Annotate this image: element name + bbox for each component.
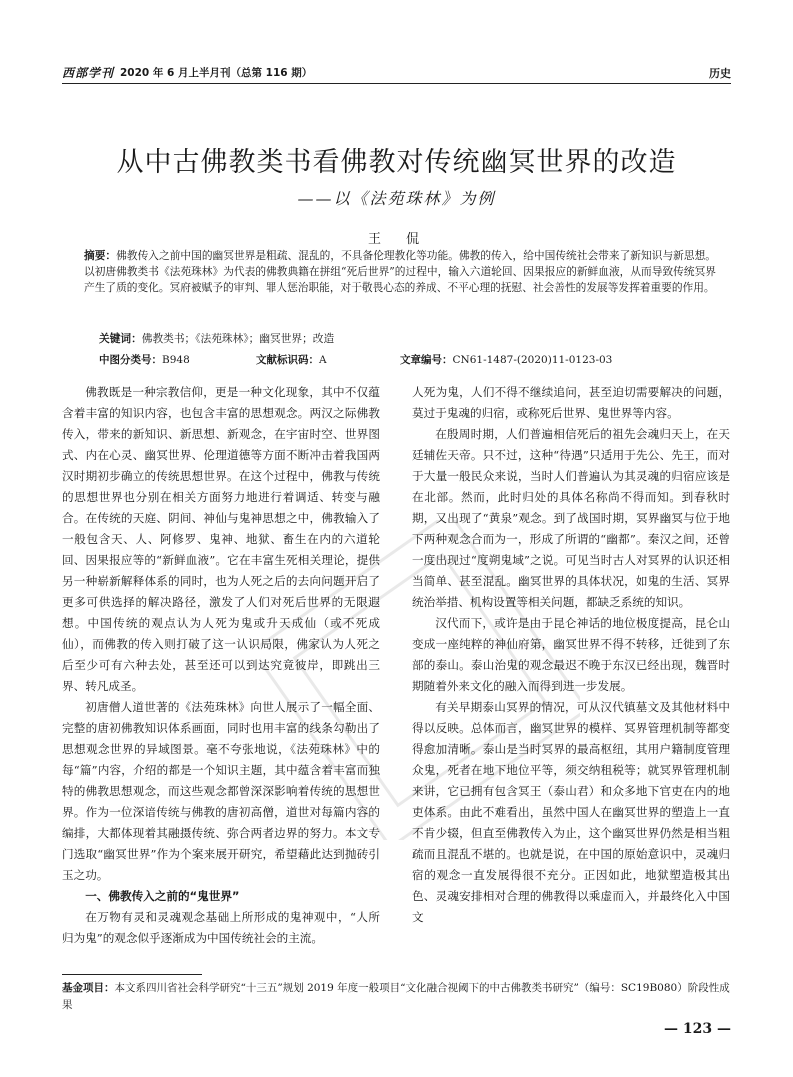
page-number: — 123 —: [664, 1021, 731, 1037]
paragraph: 在万物有灵和灵魂观念基础上所形成的鬼神观中，“人所归为鬼”的观念似乎逐渐成为中国传统社会的主流。: [62, 910, 380, 945]
clc-number: [99, 352, 190, 367]
header-rule: [62, 83, 731, 84]
footnote-rule: [62, 974, 202, 975]
paragraph: 人死为鬼，人们不得不继续追问，甚至迫切需要解决的问题，莫过于鬼魂的归宿，或称死后世界、鬼世界等内容。: [412, 385, 730, 420]
abstract: [84, 248, 716, 296]
funding-note: [62, 980, 731, 1014]
keywords-text: 佛教类书；《法苑珠林》；幽冥世界；改造: [141, 332, 335, 345]
clc-label: 中图分类号：: [99, 354, 162, 366]
keywords: [99, 331, 334, 346]
body-column-right: [412, 382, 730, 928]
article-no-label: 文章编号：: [400, 354, 453, 366]
article-number: [400, 352, 612, 367]
document-code: [256, 352, 327, 367]
journal-logo: 西部学刊: [62, 66, 115, 80]
section-heading: 一、佛教传入之前的“鬼世界”: [85, 889, 240, 903]
body-column-left: [62, 382, 380, 949]
journal-issue: 2020 年 6 月上半月刊（总第 116 期）: [120, 67, 313, 79]
article-no-value: CN61-1487-(2020)11-0123-03: [452, 354, 613, 366]
paragraph: 在殷周时期，人们普遍相信死后的祖先会魂归天上，在天廷辅佐天帝。只不过，这种“待遇”只适用于先公、先王，而对于大量一般民众来说，当时人们普遍认为其灵魂的归宿应该是在北部。然而，此时归处的具体名称尚不得而知。到春秋时期，又出现了“黄泉”观念。到了战国时期，冥界幽冥与位于地下两种观念合而为一，形成了所谓的“幽都”。秦汉之间，还曾一度出现过“度朔鬼域”之说。可见当时古人对冥界的认识还相当简单、甚至混乱。幽冥世界的具体状况，如鬼的生活、冥界统治举措、机构设置等相关问题，都缺乏系统的知识。: [412, 427, 730, 609]
keywords-label: 关键词：: [99, 332, 142, 345]
doc-code-label: 文献标识码：: [256, 354, 319, 366]
author-name: 王 侃: [367, 232, 425, 247]
running-header: [62, 62, 731, 82]
paragraph: 佛教既是一种宗教信仰，更是一种文化现象，其中不仅蕴含着丰富的知识内容，也包含丰富的思想观念。两汉之际佛教传入，带来的新知识、新思想、新观念，在宇宙时空、世界图式、内在心灵、幽冥世界、伦理道德等方面不断冲击着我国两汉时期初步确立的传统思想世界。在这个过程中，佛教与传统的思想世界也分别在相关方面努力地进行着调适、转变与融合。在传统的天庭、阴间、神仙与鬼神思想之中，佛教输入了一般包含天、人、阿修罗、鬼神、地狱、畜生在内的六道轮回、因果报应等的“新鲜血液”。它在丰富生死相关理论，提供另一种崭新解释体系的同时，也为人死之后的去向问题开启了更多可供选择的解决路径，激发了人们对死后世界的无限遐想。中国传统的观点认为人死为鬼或升天成仙（或不死成仙），而佛教的传入则打破了这一认识局限，佛家认为人死之后至少可有六种去处，甚至还可以到达究竟彼岸，即跳出三界、转凡成圣。: [62, 385, 380, 693]
funding-label: 基金项目：: [62, 982, 115, 994]
paragraph: 初唐僧人道世著的《法苑珠林》向世人展示了一幅全面、完整的唐初佛教知识体系画面，同时也用丰富的线条勾勒出了思想观念世界的异域图景。毫不夸张地说，《法苑珠林》中的每“篇”内容，介绍的都是一个知识主题，其中蕴含着丰富而独特的佛教思想观念，而这些观念都曾深深影响着传统的思想世界。作为一位深谙传统与佛教的唐初高僧，道世对每篇内容的编排，大都体现着其融摄传统、弥合两者边界的努力。本文专门选取“幽冥世界”作为个案来展开研究，希望藉此达到抛砖引玉之功。: [62, 700, 380, 882]
paragraph: 汉代而下，或许是由于昆仑神话的地位极度提高，昆仑山变成一座纯粹的神仙府第，幽冥世界不得不转移，迁徙到了东部的泰山。泰山治鬼的观念最迟不晚于东汉已经出现，魏晋时期随着外来文化的融入而得到进一步发展。: [412, 616, 730, 693]
article-subtitle: ——以《法苑珠林》为例: [297, 189, 496, 208]
abstract-text: 佛教传入之前中国的幽冥世界是粗疏、混乱的，不具备伦理教化等功能。佛教的传入，给中国传统社会带来了新知识与新思想。以初唐佛教类书《法苑珠林》为代表的佛教典籍在拼组“死后世界”的过程中，输入六道轮回、因果报应的新鲜血液，从而导致传统冥界产生了质的变化。冥府被赋予的审判、罪人惩治职能，对于敬畏心态的养成、不平心理的抚慰、社会善性的发展等发挥着重要的作用。: [84, 249, 716, 294]
clc-value: B948: [162, 354, 190, 366]
doc-code-value: A: [319, 354, 327, 366]
abstract-label: 摘要：: [84, 249, 117, 262]
paragraph: 有关早期泰山冥界的情况，可从汉代镇墓文及其他材料中得以反映。总体而言，幽冥世界的模样、冥界管理机制等都变得愈加清晰。泰山是当时冥界的最高枢纽，其用户籍制度管理众鬼，死者在地下地位平等，须交纳租税等；就冥界管理机制来讲，它已拥有包含冥王（泰山君）和众多地下官吏在内的地吏体系。由此不难看出，虽然中国人在幽冥世界的塑造上一直不肯少辍，但直至佛教传入为止，这个幽冥世界仍然是相当粗疏而且混乱不堪的。也就是说，在中国的原始意识中，灵魂归宿的观念一直发展得很不充分。正因如此，地狱塑造极其出色、灵魂安排相对合理的佛教得以乘虚而入，并最终化入中国文: [412, 700, 730, 924]
funding-text: 本文系四川省社会科学研究“十三五”规划 2019 年度一般项目“文化融合视阈下的中古佛教类书研究”（编号：SC19B080）阶段性成果: [62, 982, 730, 1011]
article-title: 从中古佛教类书看佛教对传统幽冥世界的改造: [116, 147, 677, 178]
section-name: 历史: [709, 67, 731, 80]
